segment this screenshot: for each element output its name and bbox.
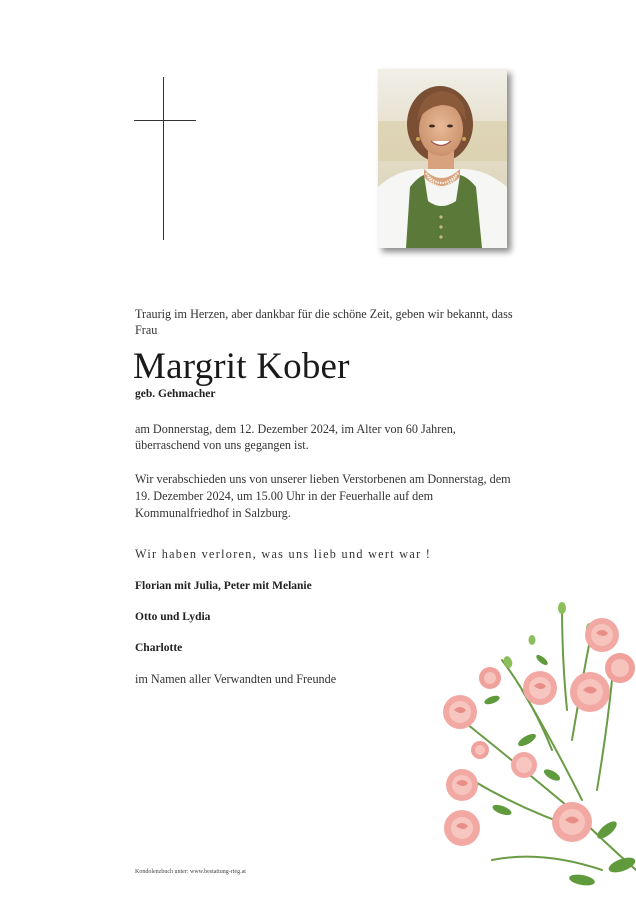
cross-horizontal-bar [134, 120, 196, 121]
portrait-photo [378, 69, 507, 248]
footer-condolence-link: Kondolenzbuch unter: www.bestattung-rieg.at [135, 869, 246, 875]
cross-symbol [134, 77, 196, 240]
intro-text: Traurig im Herzen, aber dankbar für die schöne Zeit, geben wir bekannt, dass Frau [135, 307, 513, 337]
funeral-notice: Wir verabschieden uns von unserer lieben Verstorbenen am Donnerstag, dem 19. Dezember 2024, um 15.00 Uhr in der Feuerhalle auf dem Kommunalfriedhof in Salzburg. [135, 472, 511, 520]
mourner-line: Charlotte [135, 642, 183, 654]
death-notice: am Donnerstag, dem 12. Dezember 2024, im Alter von 60 Jahren, überraschend von uns gegangen ist. [135, 422, 456, 452]
closing-text: im Namen aller Verwandten und Freunde [135, 672, 337, 686]
deceased-name: Margrit Kober [133, 346, 350, 387]
maiden-name: geb. Gehmacher [135, 388, 216, 400]
motto-text: Wir haben verloren, was uns lieb und wert war ! [135, 547, 432, 561]
mourner-line: Otto und Lydia [135, 611, 211, 623]
roses-decoration [432, 600, 636, 900]
mourner-line: Florian mit Julia, Peter mit Melanie [135, 580, 312, 592]
cross-vertical-bar [163, 77, 164, 240]
